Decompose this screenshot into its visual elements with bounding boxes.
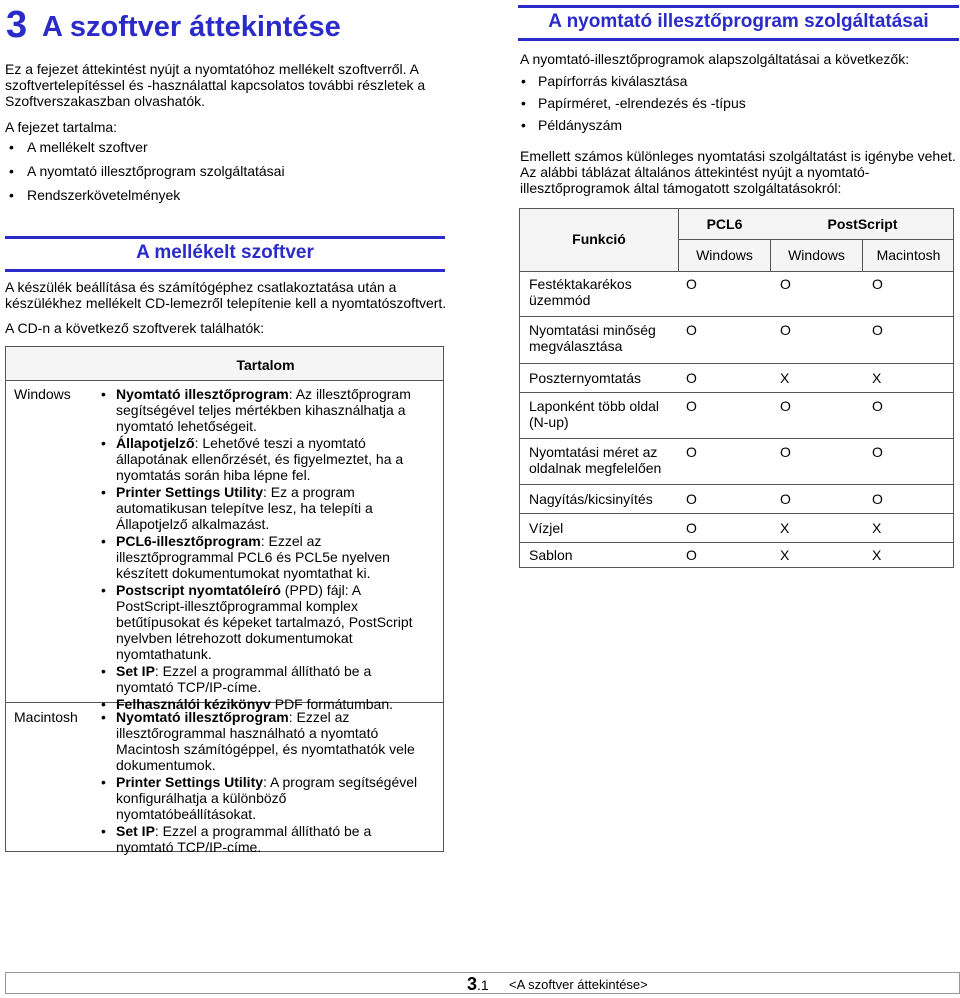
feature-name: Vízjel	[529, 520, 564, 536]
chapter-number: 3	[6, 4, 28, 46]
intro-paragraph: Ez a fejezet áttekintést nyújt a nyomtatóhoz mellékelt szoftverről. A szoftvertelepítéssel és -használattal kapcsolatos további részletek a Szoftverszakaszban olvashatók.	[5, 61, 426, 109]
table-row	[520, 514, 953, 543]
feature-value: X	[872, 370, 882, 386]
contents-item[interactable]: • Rendszerkövetelmények	[5, 187, 445, 211]
section-heading-services: A nyomtató illesztőprogram szolgáltatásai	[518, 5, 959, 41]
feature-name: Poszternyomtatás	[529, 370, 642, 386]
sub-pcl6-windows: Windows	[696, 247, 753, 263]
feature-value: O	[686, 322, 697, 338]
divider	[678, 209, 679, 271]
feature-value: O	[780, 444, 791, 460]
divider	[678, 239, 953, 240]
list-item: • Állapotjelző: Lehetővé teszi a nyomtató állapotának ellenőrzését, és figyelmeztet, ha a nyomtatás során hiba lépne fel.	[98, 435, 428, 483]
list-item: • Papírforrás kiválasztása	[520, 73, 950, 95]
contents-list	[5, 139, 445, 211]
feature-value: O	[686, 491, 697, 507]
feature-value: O	[686, 520, 697, 536]
software-paragraph: A készülék beállítása és számítógéphez csatlakoztatása után a készülékhez mellékelt CD-lemezről telepítenie kell a nyomtatószoftvert.	[5, 279, 447, 311]
list-item: • Set IP: Ezzel a programmal állítható be a nyomtató TCP/IP-címe.	[98, 663, 428, 695]
feature-value: X	[780, 370, 790, 386]
list-item: • Papírméret, -elrendezés és -típus	[520, 95, 950, 117]
feature-value: O	[686, 444, 697, 460]
services-lead: A nyomtató-illesztőprogramok alapszolgáltatásai a következők:	[520, 51, 910, 67]
feature-value: O	[780, 276, 791, 292]
feature-value: O	[872, 398, 883, 414]
col-function: Funkció	[572, 231, 626, 247]
feature-value: O	[872, 322, 883, 338]
divider	[862, 240, 863, 271]
contents-lead: A fejezet tartalma:	[5, 119, 118, 135]
feature-value: O	[780, 322, 791, 338]
software-item-list	[98, 386, 428, 712]
feature-name: Nagyítás/kicsinyítés	[529, 491, 653, 507]
sub-ps-windows: Windows	[788, 247, 845, 263]
table-row	[520, 271, 953, 317]
table-row	[520, 439, 953, 485]
footer-chapter-title: <A szoftver áttekintése>	[509, 977, 648, 992]
list-item: • Printer Settings Utility: Ez a program automatikusan telepítve lesz, ha telepíti a Állapotjelző alkalmazást.	[98, 484, 428, 532]
os-label: Windows	[14, 386, 71, 402]
feature-value: O	[686, 398, 697, 414]
table-row	[520, 485, 953, 514]
table-row	[520, 364, 953, 393]
feature-value: O	[686, 370, 697, 386]
list-item: • Set IP: Ezzel a programmal állítható be a nyomtató TCP/IP-címe.	[98, 823, 428, 855]
list-item: • Postscript nyomtatóleíró (PPD) fájl: A PostScript-illesztőprogrammal komplex betűtípusokat és képeket tartalmazó, PostScript nyelvben létrehozott dokumentumokat nyomtathatunk.	[98, 582, 428, 662]
sub-ps-macintosh: Macintosh	[876, 247, 941, 263]
list-item: • Nyomtató illesztőprogram: Az illesztőprogram segítségével teljes mértékben kihasználhatja a nyomtató lehetőségeit.	[98, 386, 428, 434]
os-label: Macintosh	[14, 709, 78, 725]
feature-value: O	[686, 276, 697, 292]
table-row	[520, 393, 953, 439]
software-lead: A CD-n a következő szoftverek találhatók:	[5, 320, 265, 336]
page-number: 3.1	[467, 974, 489, 994]
feature-value: O	[872, 444, 883, 460]
contents-item[interactable]: • A mellékelt szoftver	[5, 139, 445, 163]
table-row	[6, 380, 443, 712]
feature-name: Nyomtatási minőség megválasztása	[529, 322, 656, 354]
feature-value: X	[780, 547, 790, 563]
software-table-header	[6, 347, 443, 381]
software-table	[5, 346, 444, 855]
software-table-header-label: Tartalom	[236, 357, 295, 373]
contents-item[interactable]: • A nyomtató illesztőprogram szolgáltatásai	[5, 163, 445, 187]
feature-value: O	[872, 491, 883, 507]
feature-value: O	[780, 398, 791, 414]
feature-name: Nyomtatási méret az oldalnak megfelelően	[529, 444, 662, 476]
feature-value: O	[872, 276, 883, 292]
list-item: • PCL6-illesztőprogram: Ezzel az illesztőprogrammal PCL6 és PCL5e nyelven készített dokumentumokat nyomtathat ki.	[98, 533, 428, 581]
feature-value: X	[872, 547, 882, 563]
feature-value: X	[872, 520, 882, 536]
list-item: • Felhasználói kézikönyv PDF formátumban.	[98, 696, 428, 712]
table-row	[520, 543, 953, 567]
list-item: • Példányszám	[520, 117, 950, 139]
feature-name: Festéktakarékos üzemmód	[529, 276, 632, 308]
feature-name: Sablon	[529, 547, 573, 563]
list-item: • Nyomtató illesztőprogram: Ezzel az illesztőrogrammal használható a nyomtató Macintosh számítógéppel, és nyomtathatók vele dokumentumok.	[98, 709, 428, 773]
table-row	[520, 317, 953, 364]
software-item-list	[98, 709, 428, 855]
services-paragraph: Emellett számos különleges nyomtatási szolgáltatást is igénybe vehet. Az alábbi táblázat általános áttekintést nyújt a nyomtató-illesztőprogramok által támogatott szolgáltatásokról:	[520, 148, 956, 196]
divider	[770, 240, 771, 271]
chapter-title: A szoftver áttekintése	[42, 11, 341, 43]
table-row	[6, 703, 443, 855]
section-heading-software: A mellékelt szoftver	[5, 236, 445, 272]
col-postscript: PostScript	[827, 216, 898, 232]
feature-table-header	[520, 209, 953, 272]
list-item: • Printer Settings Utility: A program segítségével konfigurálhatja a különböző nyomtatóbeállításokat.	[98, 774, 428, 822]
col-pcl6: PCL6	[706, 216, 743, 232]
feature-table	[519, 208, 954, 568]
feature-value: X	[780, 520, 790, 536]
feature-name: Laponként több oldal (N-up)	[529, 398, 659, 430]
services-list	[520, 73, 950, 139]
feature-value: O	[686, 547, 697, 563]
feature-value: O	[780, 491, 791, 507]
page-footer	[5, 972, 960, 994]
